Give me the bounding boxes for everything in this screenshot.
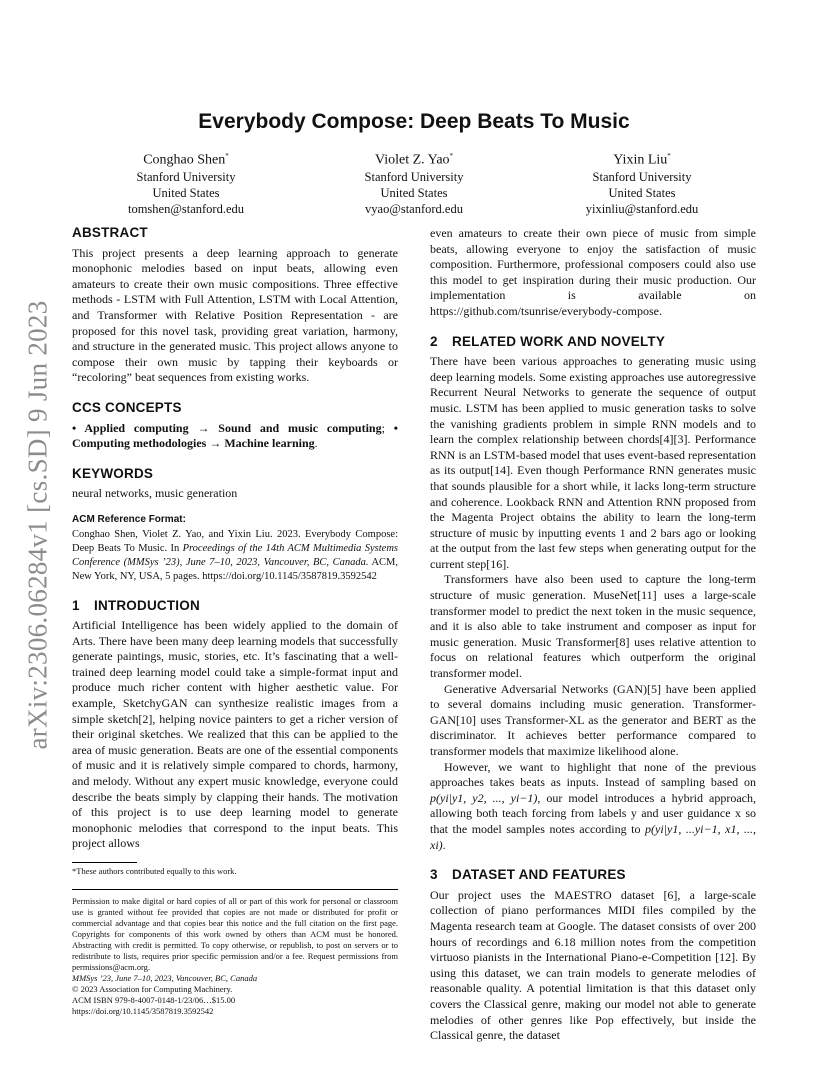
reference-format-text <box>72 528 398 584</box>
author-name: Violet Z. Yao <box>374 152 450 168</box>
arxiv-id: arXiv:2306.06284v1 [cs.SD] 9 Jun 2023 <box>22 300 53 750</box>
ccs-separator: ; <box>381 420 394 435</box>
author-affiliation: Stanford University <box>592 169 692 184</box>
author-name: Yixin Liu <box>613 152 668 168</box>
author-3: Yixin Liu* Stanford University United States yixinliu@stanford.edu <box>528 148 756 217</box>
math-expression: p(yi|y1, ...yi−1, x1, ..., xi) <box>430 821 756 852</box>
permission-isbn: ACM ISBN 979-8-4007-0148-1/23/06…$15.00 <box>72 995 236 1005</box>
section-title: INTRODUCTION <box>94 597 200 613</box>
ccs-heading: CCS CONCEPTS <box>72 399 182 415</box>
section-heading-dataset <box>430 867 756 883</box>
reference-doi: ACM, New York, NY, USA, 5 pages. https://doi.org/10.1145/3587819.3592542 <box>72 556 398 582</box>
reference-format-heading: ACM Reference Format: <box>72 513 186 525</box>
related-paragraph-2: Transformers have also been used to capture the long-term structure of music generation. MuseNet[11] uses a large-scale transformer model to predict the next token in the music sequence, and it is also able to take instrument and composer as input for music generation. Music Transformer[8] uses relative attention to focus on relational features which outperform the original transformer model. <box>430 572 756 681</box>
paragraph-text: . <box>442 837 446 852</box>
section-title: DATASET AND FEATURES <box>452 867 626 883</box>
footnote-rule <box>72 862 137 863</box>
dataset-text: Our project uses the MAESTRO dataset [6], a large-scale collection of piano performances MIDI files compiled by the Magenta research team at Google. The dataset consists of over 200 hours of recordings and 6.18 million notes from the competition virtuoso pianists in the International Piano-e-Competition [12]. By using this dataset, we can train models to generate melodies of reasonable quality. A potential limitation is that this dataset only covers the Classical genre, making our model not able to generate melodies of other genres like Pop effectively, but inside the Classical genre, the dataset <box>430 887 756 1043</box>
paper-title: Everybody Compose: Deep Beats To Music <box>198 110 630 133</box>
ccs-concept-2: • Computing methodologies → Machine learning <box>72 420 398 451</box>
author-country: United States <box>608 185 676 200</box>
keywords-heading: KEYWORDS <box>72 465 154 481</box>
ccs-concept-1: • Applied computing → Sound and music computing <box>72 420 382 435</box>
author-affiliation: Stanford University <box>364 169 464 184</box>
paragraph-text: , our model introduces a hybrid approach, allowing both teach forcing from labels y and user guidance x so that the model samples notes according to <box>430 790 756 836</box>
reference-venue: Proceedings of the 14th ACM Multimedia Systems Conference (MMSys ’23), June 7–10, 2023, Vancouver, BC, Canada. <box>72 542 398 568</box>
section-number: 3 <box>430 867 438 883</box>
ccs-end: . <box>314 436 318 451</box>
permission-block <box>72 889 398 1017</box>
left-column <box>72 225 398 1017</box>
author-email: tomshen@stanford.edu <box>127 201 244 216</box>
author-email: yixinliu@stanford.edu <box>585 201 699 216</box>
intro-text-continued: even amateurs to create their own piece of music from simple beats, allowing everyone to enjoy the satisfaction of music composition. Furthermore, professional composers could also use this model to get inspiration during their music production. Our implementation is available on https://github.com/tsunrise/everybody-compose. <box>430 226 756 318</box>
related-paragraph-4 <box>430 760 756 854</box>
abstract-text: This project presents a deep learning approach to generate monophonic melodies based on input beats, allowing even amateurs to create their own music compositions. Three effective methods - LSTM with Full Attention, LSTM with Local Attention, and Transformer with Relative Position Representation - are proposed for this novel task, providing great variation, harmony, and structure in the generated music. This project allows anyone to compose their own music by tapping their keyboards or “recoloring” beat sequences from existing works. <box>72 245 398 385</box>
footnote: *These authors contributed equally to this work. <box>72 866 237 876</box>
right-column <box>430 226 756 1044</box>
author-email: vyao@stanford.edu <box>365 201 463 216</box>
related-paragraph-3: Generative Adversarial Networks (GAN)[5] have been applied to several domains including music generation. Transformer-GAN[10] uses Transformer-XL as the generator and BERT as the discriminator. It achieves better performance compared to transformer models that maximize likelihood alone. <box>430 681 756 758</box>
reference-authors: Conghao Shen, Violet Z. Yao, and Yixin Liu. 2023. Everybody Compose: Deep Beats To Music. In <box>72 528 398 554</box>
section-number: 1 <box>72 597 80 613</box>
permission-venue: MMSys ’23, June 7–10, 2023, Vancouver, BC, Canada <box>72 973 258 983</box>
author-2: Violet Z. Yao* Stanford University United States vyao@stanford.edu <box>300 148 528 217</box>
author-country: United States <box>152 185 220 200</box>
section-title: RELATED WORK AND NOVELTY <box>452 333 666 349</box>
section-heading-related-work <box>430 334 756 350</box>
author-affiliation: Stanford University <box>136 169 236 184</box>
author-1: Conghao Shen* Stanford University United States tomshen@stanford.edu <box>72 148 300 217</box>
related-paragraph-1: There have been various approaches to generating music using deep learning models. Some existing approaches use autoregressive Recurrent Neural Networks to generate the sequence of output music. LSTM has been applied to music generation tasks to solve the vanishing gradients problem in simple RNN models and to learn the complex relationship between chords[4][3]. Performance RNN is an LSTM-based model that uses event-based representation as its output[14]. Even though Performance RNN generates music that sounds plausible for a short while, it lacks long-term structure and coherence. Lookback RNN and Attention RNN proposed from the Magenta Project obtains the ability to learn the long-term structure of music by inputting events 1 and 2 bars ago or looking at the output from the last few steps when generating output for the current step[16]. <box>430 354 756 571</box>
section-heading-introduction <box>72 598 398 614</box>
permission-copyright: © 2023 Association for Computing Machinery. <box>72 984 233 994</box>
section-number: 2 <box>430 333 438 349</box>
arxiv-stamp <box>18 300 58 750</box>
ccs-concepts <box>72 421 398 452</box>
permission-text: Permission to make digital or hard copies of all or part of this work for personal or classroom use is granted without fee provided that copies are not made or distributed for profit or commercial advantage and that copies bear this notice and the full citation on the first page. Copyrights for components of this work owned by others than ACM must be honored. Abstracting with credit is permitted. To copy otherwise, or republish, to post on servers or to redistribute to lists, requires prior specific permission and/or a fee. Request permissions from permissions@acm.org. <box>72 896 398 972</box>
math-expression: p(yi|y1, y2, ..., yi−1) <box>430 790 538 805</box>
author-name: Conghao Shen <box>143 152 226 168</box>
keywords-text: neural networks, music generation <box>72 486 238 501</box>
abstract-heading: ABSTRACT <box>72 225 148 240</box>
permission-doi: https://doi.org/10.1145/3587819.3592542 <box>72 1006 214 1016</box>
author-block <box>72 148 756 217</box>
author-country: United States <box>380 185 448 200</box>
intro-text: Artificial Intelligence has been widely applied to the domain of Arts. There have been many deep learning models that successfully generate paintings, music, stories, etc. It’s fascinating that a well-trained deep learning model could take a simple-format input and produce much richer content with higher aesthetic value. For example, SketchyGAN can synthesize realistic images from a simple sketch[2], helping novice painters to get a richer version of their original sketches. We realized that this can be applied to the area of music generation. Beats are one of the essential components of music and it is relatively simple compared to chords, harmony, and melody. Without any expert music knowledge, everyone could describe the beats simply by clapping their hands. The motivation of this project is to use deep learning model to generate monophonic melodies that correspond to the input beats. This project allows <box>72 618 398 851</box>
paragraph-text: However, we want to highlight that none of the previous approaches takes beats as inputs. Instead of sampling based on <box>430 759 756 790</box>
